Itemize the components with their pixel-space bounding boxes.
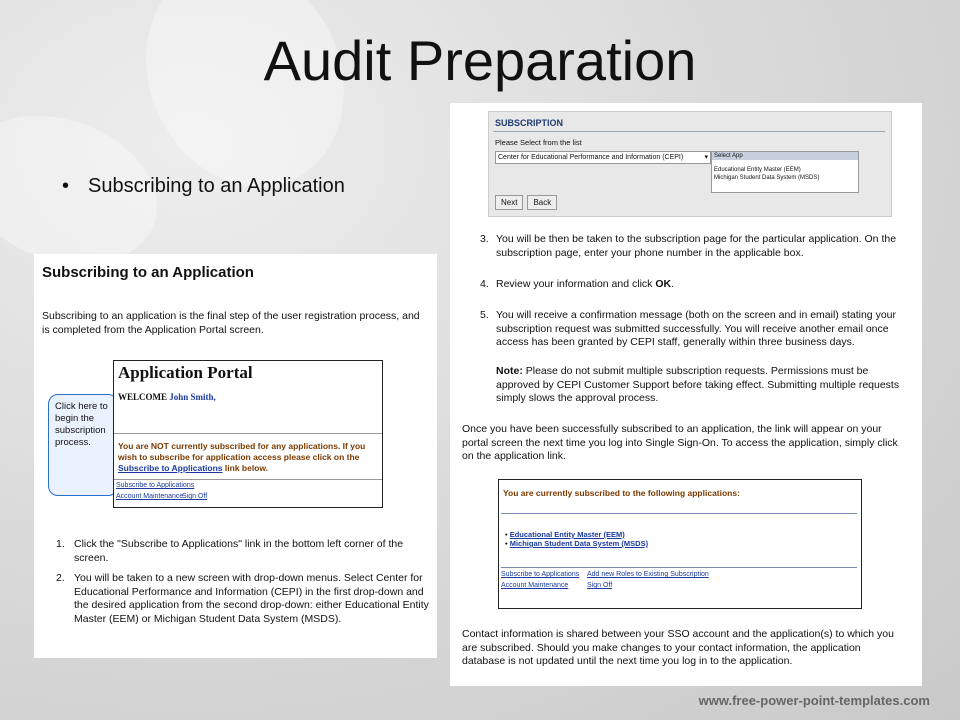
subscribed-app-item[interactable] [505,530,648,539]
msds-link[interactable]: Michigan Student Data System (MSDS) [509,539,649,548]
subscribed-divider-bottom [501,567,857,568]
listbox-option[interactable]: Educational Entity Master (EEM) [714,167,801,173]
step-number: 4. [480,278,489,290]
subscribe-inline-link[interactable]: Subscribe to Applications [118,463,223,473]
agency-select[interactable] [495,151,711,164]
portal-divider [114,433,382,434]
bullet-item [62,175,345,198]
application-listbox[interactable] [711,151,859,193]
bullet-icon: • [62,175,70,197]
welcome-user: John Smith, [169,392,216,402]
subscribe-to-applications-link[interactable]: Subscribe to Applications [501,571,580,578]
step-number: 1. [56,538,65,550]
eem-link[interactable]: Educational Entity Master (EEM) [509,530,625,539]
message-pre: You are NOT currently subscribed for any applications. If you wish to subscribe for application access please click on the [118,441,366,462]
subscription-divider [493,131,885,132]
next-button[interactable]: Next [495,195,523,210]
account-maintenance-link[interactable]: Account Maintenance [501,582,569,589]
step-text-post: . [671,278,674,290]
callout-text: Click here to begin the subscription process. [55,401,108,448]
subscribed-portal-window [498,479,862,609]
doc-heading: Subscribing to an Application [42,264,254,281]
subscription-prompt: Please Select from the list [495,138,582,147]
subscription-buttons [495,192,561,210]
contact-paragraph: Contact information is shared between your SSO account and the application(s) to which you are subscribed. Should you make changes to your contact information, the application database is not updated until the next time you log in to the application. [462,628,894,667]
sign-off-link[interactable]: Sign Off [587,582,613,589]
back-button[interactable]: Back [527,195,557,210]
subscribed-app-item[interactable] [505,539,648,548]
step-number: 2. [56,572,65,584]
callout-bubble [48,394,118,496]
subscription-header: SUBSCRIPTION [495,118,564,128]
left-document-image [34,254,437,658]
subscription-box [488,111,892,217]
subscribed-app-list [505,530,648,548]
subscribed-header: You are currently subscribed to the following applications: [503,488,740,498]
step-text-bold: OK [655,278,672,290]
step-number: 5. [480,309,489,321]
slide-title: Audit Preparation [263,29,697,92]
bullet-text: Subscribing to an Application [88,175,345,197]
listbox-option[interactable]: Michigan Student Data System (MSDS) [714,175,820,181]
step-text: You will receive a confirmation message (both on the screen and in email) stating your subscription request was submitted successfully. You will receive another email once access has been granted by CEPI staff, generally within three business days. [496,309,896,348]
note-paragraph [496,365,901,406]
bullet-icon: • [505,539,510,548]
welcome-label: WELCOME [118,392,168,402]
after-subscribe-paragraph: Once you have been successfully subscribed to an application, the link will appear on your portal screen the next time you log into Single Sign-On. To access the application, simply click on the application link. [462,423,898,462]
portal-divider-bottom [114,479,382,480]
account-maintenance-link[interactable]: Account Maintenance [116,493,184,500]
note-text: Please do not submit multiple subscription requests. Permissions must be approved by CEPI Customer Support before taking effect. Submitting multiple requests simply slows the approval process. [496,365,900,404]
step-text: You will be then be taken to the subscription page for the particular application. On the subscription page, enter your phone number in the applicable box. [496,233,897,259]
portal-welcome [118,392,216,402]
doc-intro: Subscribing to an application is the final step of the user registration process, and is completed from the Application Portal screen. [42,310,420,336]
right-document-image [450,103,922,686]
message-post: link below. [222,463,269,473]
add-roles-link[interactable]: Add new Roles to Existing Subscription [587,571,709,578]
sign-off-link[interactable]: Sign Off [182,493,208,500]
step-text [496,278,901,292]
listbox-header: Select App [712,152,858,160]
step-number: 3. [480,233,489,245]
note-label: Note: [496,365,523,377]
chevron-down-icon: ▾ [704,154,708,161]
step-text: Click the "Subscribe to Applications" link in the bottom left corner of the screen. [74,538,404,564]
footer-url: www.free-power-point-templates.com [698,693,930,708]
step-text: You will be taken to a new screen with drop-down menus. Select Center for Educational Performance and Information (CEPI) in the first drop-down and the desired application from the second drop-down: either Educational Entity Master (EEM) or Michigan Student Data System (MSDS). [74,572,429,625]
agency-select-value: Center for Educational Performance and Information (CEPI) [498,154,684,161]
application-portal-window [113,360,383,508]
subscribed-divider [501,513,857,514]
bullet-icon: • [505,530,510,539]
portal-title: Application Portal [118,363,253,382]
subscribe-to-applications-link[interactable]: Subscribe to Applications [116,482,195,489]
portal-message [118,441,376,474]
step-text-pre: Review your information and click [496,278,656,290]
